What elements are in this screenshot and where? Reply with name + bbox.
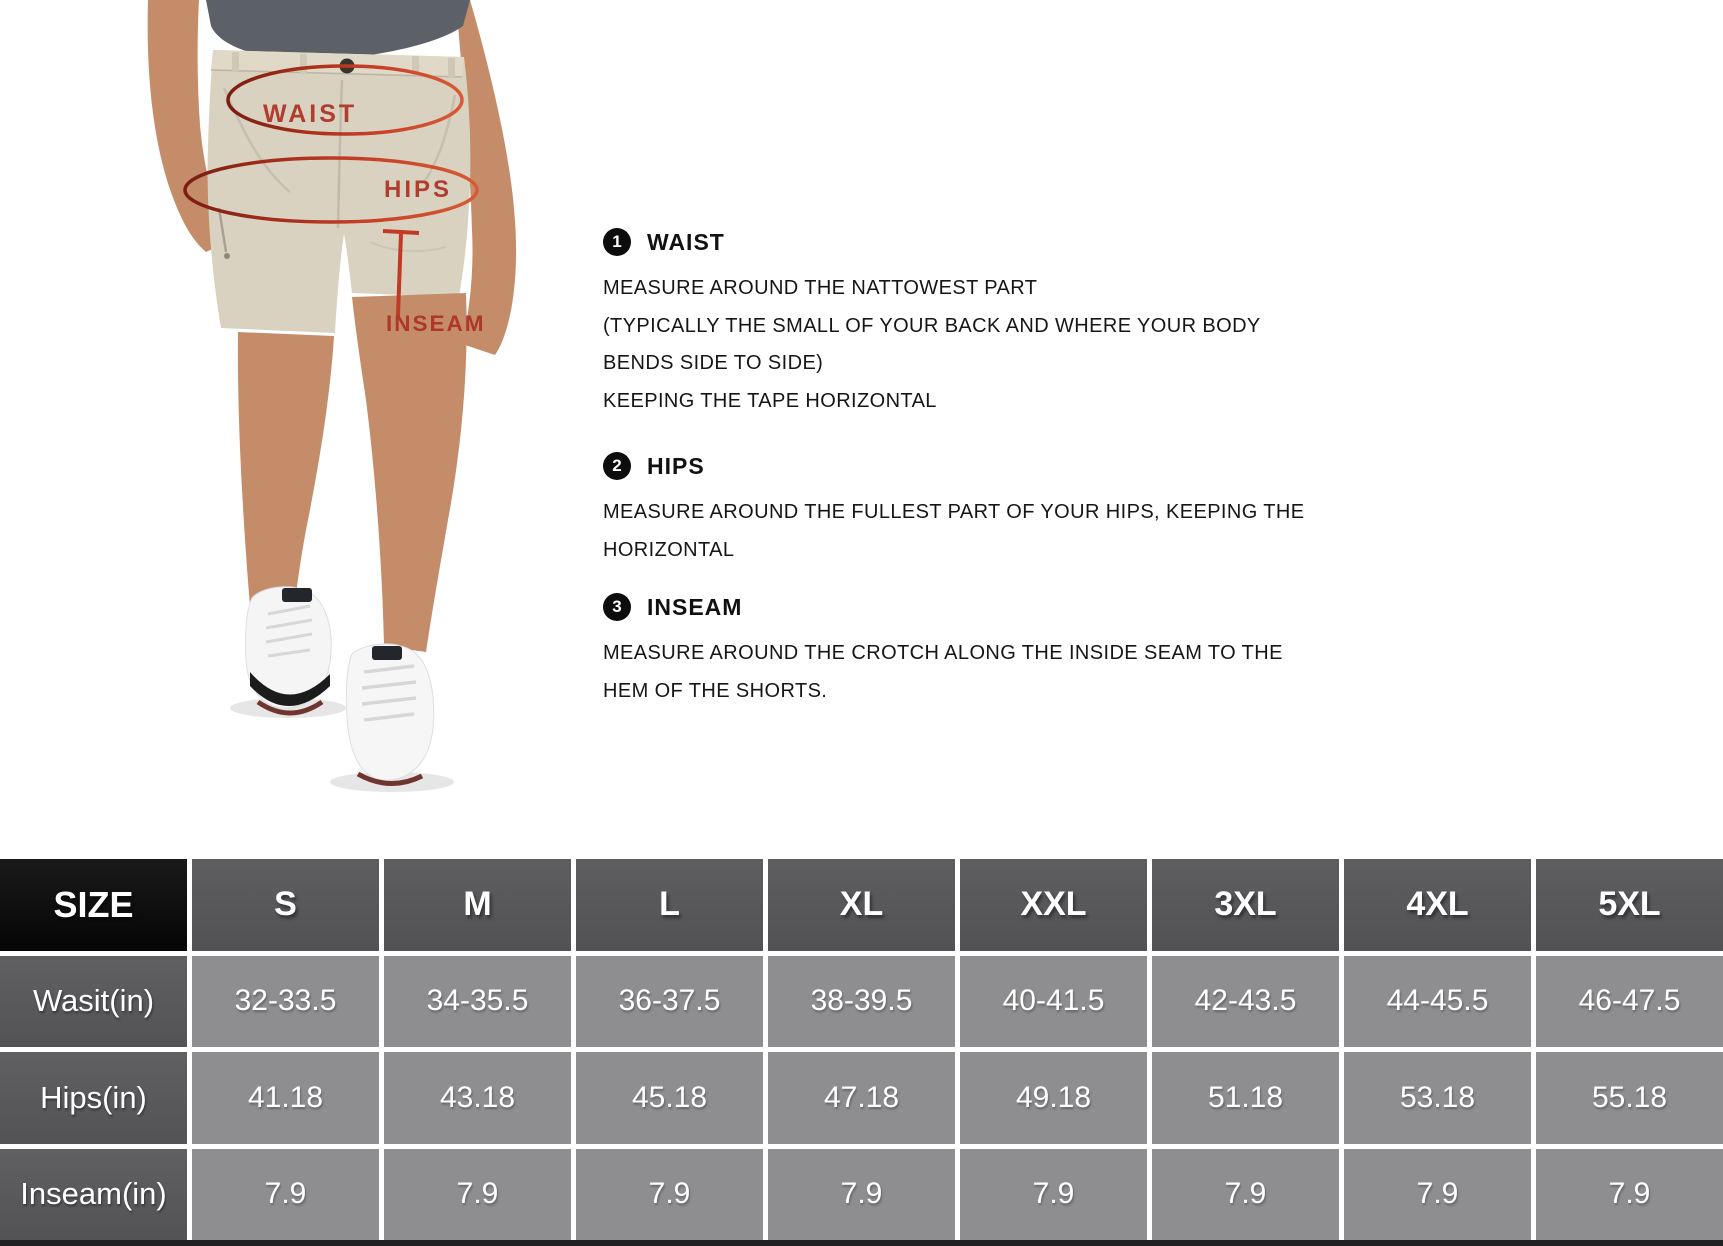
size-table-header: L (576, 859, 763, 951)
size-table-header: XL (768, 859, 955, 951)
left-leg (238, 332, 334, 612)
size-table-header: 5XL (1536, 859, 1723, 951)
inseam-value: 7.9 (1344, 1149, 1531, 1241)
right-leg (352, 293, 467, 652)
waist-value: 38-39.5 (768, 956, 955, 1048)
inseam-value: 7.9 (768, 1149, 955, 1241)
instruction-inseam (603, 593, 1383, 710)
waist-figure-label: WAIST (263, 100, 358, 128)
waist-value: 34-35.5 (384, 956, 571, 1048)
step-2-line: MEASURE AROUND THE FULLEST PART OF YOUR HIPS, KEEPING THE (603, 501, 1305, 523)
step-3-line: MEASURE AROUND THE CROTCH ALONG THE INSIDE SEAM TO THE (603, 642, 1283, 664)
left-shoe-tab (282, 588, 312, 602)
step-3-badge: 3 (603, 593, 631, 621)
hips-value: 49.18 (960, 1052, 1147, 1144)
right-shoe-tab (372, 646, 402, 660)
hips-value: 41.18 (192, 1052, 379, 1144)
table-bottom-border (0, 1240, 1723, 1246)
belt-loop (300, 54, 307, 73)
row-label-waist: Wasit(in) (0, 956, 187, 1048)
step-1-line: MEASURE AROUND THE NATTOWEST PART (603, 277, 1038, 299)
size-table-header: 3XL (1152, 859, 1339, 951)
waist-value: 46-47.5 (1536, 956, 1723, 1048)
size-table-header: M (384, 859, 571, 951)
step-1-title: WAIST (647, 228, 725, 255)
inseam-value: 7.9 (960, 1149, 1147, 1241)
hips-value: 53.18 (1344, 1052, 1531, 1144)
inseam-value: 7.9 (576, 1149, 763, 1241)
belt-loop (232, 52, 239, 71)
inseam-value: 7.9 (1152, 1149, 1339, 1241)
step-2-badge: 2 (603, 452, 631, 480)
hips-value: 51.18 (1152, 1052, 1339, 1144)
step-1-badge: 1 (603, 228, 631, 256)
row-label-inseam: Inseam(in) (0, 1149, 187, 1241)
hips-value: 55.18 (1536, 1052, 1723, 1144)
waist-value: 40-41.5 (960, 956, 1147, 1048)
hips-value: 43.18 (384, 1052, 571, 1144)
inseam-value: 7.9 (1536, 1149, 1723, 1241)
waist-value: 32-33.5 (192, 956, 379, 1048)
right-shoe (346, 644, 433, 780)
zip-pull (224, 253, 230, 259)
step-2-title: HIPS (647, 452, 705, 479)
size-table-header: S (192, 859, 379, 951)
row-label-hips: Hips(in) (0, 1052, 187, 1144)
instruction-waist (603, 228, 1383, 420)
size-table-header: SIZE (0, 859, 187, 951)
hips-figure-label: HIPS (384, 176, 453, 203)
hips-value: 47.18 (768, 1052, 955, 1144)
waist-value: 44-45.5 (1344, 956, 1531, 1048)
step-1-line: BENDS SIDE TO SIDE) (603, 352, 824, 374)
size-table-header: XXL (960, 859, 1147, 951)
step-3-line: HEM OF THE SHORTS. (603, 679, 828, 702)
step-1-line: KEEPING THE TAPE HORIZONTAL (603, 389, 937, 412)
step-1-line: (TYPICALLY THE SMALL OF YOUR BACK AND WHERE YOUR BODY (603, 314, 1261, 337)
hips-value: 45.18 (576, 1052, 763, 1144)
step-2-line: HORIZONTAL (603, 538, 735, 561)
inseam-value: 7.9 (192, 1149, 379, 1241)
waist-value: 36-37.5 (576, 956, 763, 1048)
step-3-title: INSEAM (647, 593, 743, 620)
size-table (0, 859, 1723, 1240)
inseam-figure-label: INSEAM (386, 311, 486, 336)
waist-value: 42-43.5 (1152, 956, 1339, 1048)
instruction-hips (603, 452, 1383, 569)
inseam-value: 7.9 (384, 1149, 571, 1241)
belt-loop (448, 58, 455, 77)
model-photo (0, 0, 620, 800)
size-table-header: 4XL (1344, 859, 1531, 951)
